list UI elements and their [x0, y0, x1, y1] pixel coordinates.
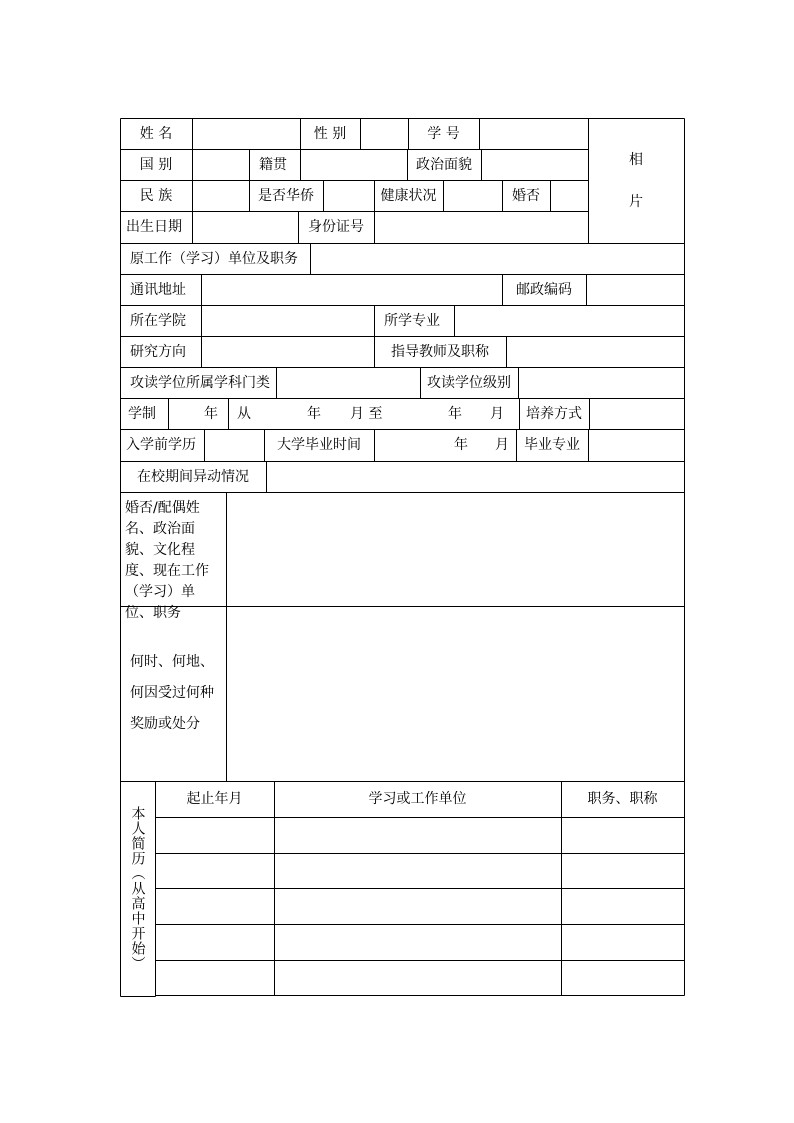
gender-label: 性 别 [313, 125, 347, 142]
resume-header-position: 职务、职称 [587, 791, 658, 807]
end-year-label: 年 [448, 405, 462, 422]
discipline-label: 攻读学位所属学科门类 [130, 374, 270, 391]
awards-label: 何时、何地、何因受过何种奖励或处分 [130, 654, 214, 732]
grad-major-label: 毕业专业 [524, 437, 580, 453]
marital-label: 婚否 [512, 187, 540, 204]
overseas-chinese-label: 是否华侨 [258, 187, 314, 204]
health-label: 健康状况 [380, 187, 437, 204]
duration-label: 学制 [128, 405, 156, 422]
student-id-label: 学 号 [427, 125, 460, 142]
grad-year-label: 年 [454, 437, 468, 453]
resume-header-unit: 学习或工作单位 [368, 791, 467, 807]
end-month-label: 月 [490, 405, 504, 422]
prior-unit-label: 原工作（学习）单位及职务 [130, 250, 298, 267]
resume-header-period: 起止年月 [186, 791, 243, 807]
duration-years: 年 [204, 405, 218, 422]
degree-level-label: 攻读学位级别 [427, 374, 511, 391]
prior-education-label: 入学前学历 [126, 437, 196, 453]
changes-label: 在校期间异动情况 [137, 468, 249, 485]
college-label: 所在学院 [130, 312, 186, 329]
advisor-label: 指导教师及职称 [391, 343, 489, 360]
resume-side-label: 本人简历（从高中开始） [129, 806, 146, 971]
native-place-label: 籍贯 [259, 156, 287, 173]
birth-date-label: 出生日期 [126, 219, 182, 235]
start-year-label: 年 [307, 405, 321, 422]
major-label: 所学专业 [384, 312, 440, 329]
photo-char-2: 片 [629, 193, 643, 210]
from-label: 从 [237, 405, 251, 422]
ethnicity-label: 民 族 [139, 187, 173, 204]
address-label: 通讯地址 [130, 281, 186, 298]
id-number-label: 身份证号 [308, 219, 364, 235]
nationality-label: 国 别 [139, 156, 173, 173]
spouse-label: 婚否/配偶姓名、政治面貌、文化程度、现在工作（学习）单位、职务 [125, 500, 209, 621]
political-status-label: 政治面貌 [416, 156, 472, 173]
photo-char-1: 相 [629, 151, 643, 168]
training-label: 培养方式 [526, 405, 582, 422]
name-label: 姓 名 [139, 125, 173, 142]
research-label: 研究方向 [130, 343, 186, 360]
grad-time-label: 大学毕业时间 [277, 437, 361, 453]
grad-month-label: 月 [495, 437, 509, 453]
postcode-label: 邮政编码 [516, 281, 572, 298]
month-to-label: 月 至 [350, 405, 383, 422]
